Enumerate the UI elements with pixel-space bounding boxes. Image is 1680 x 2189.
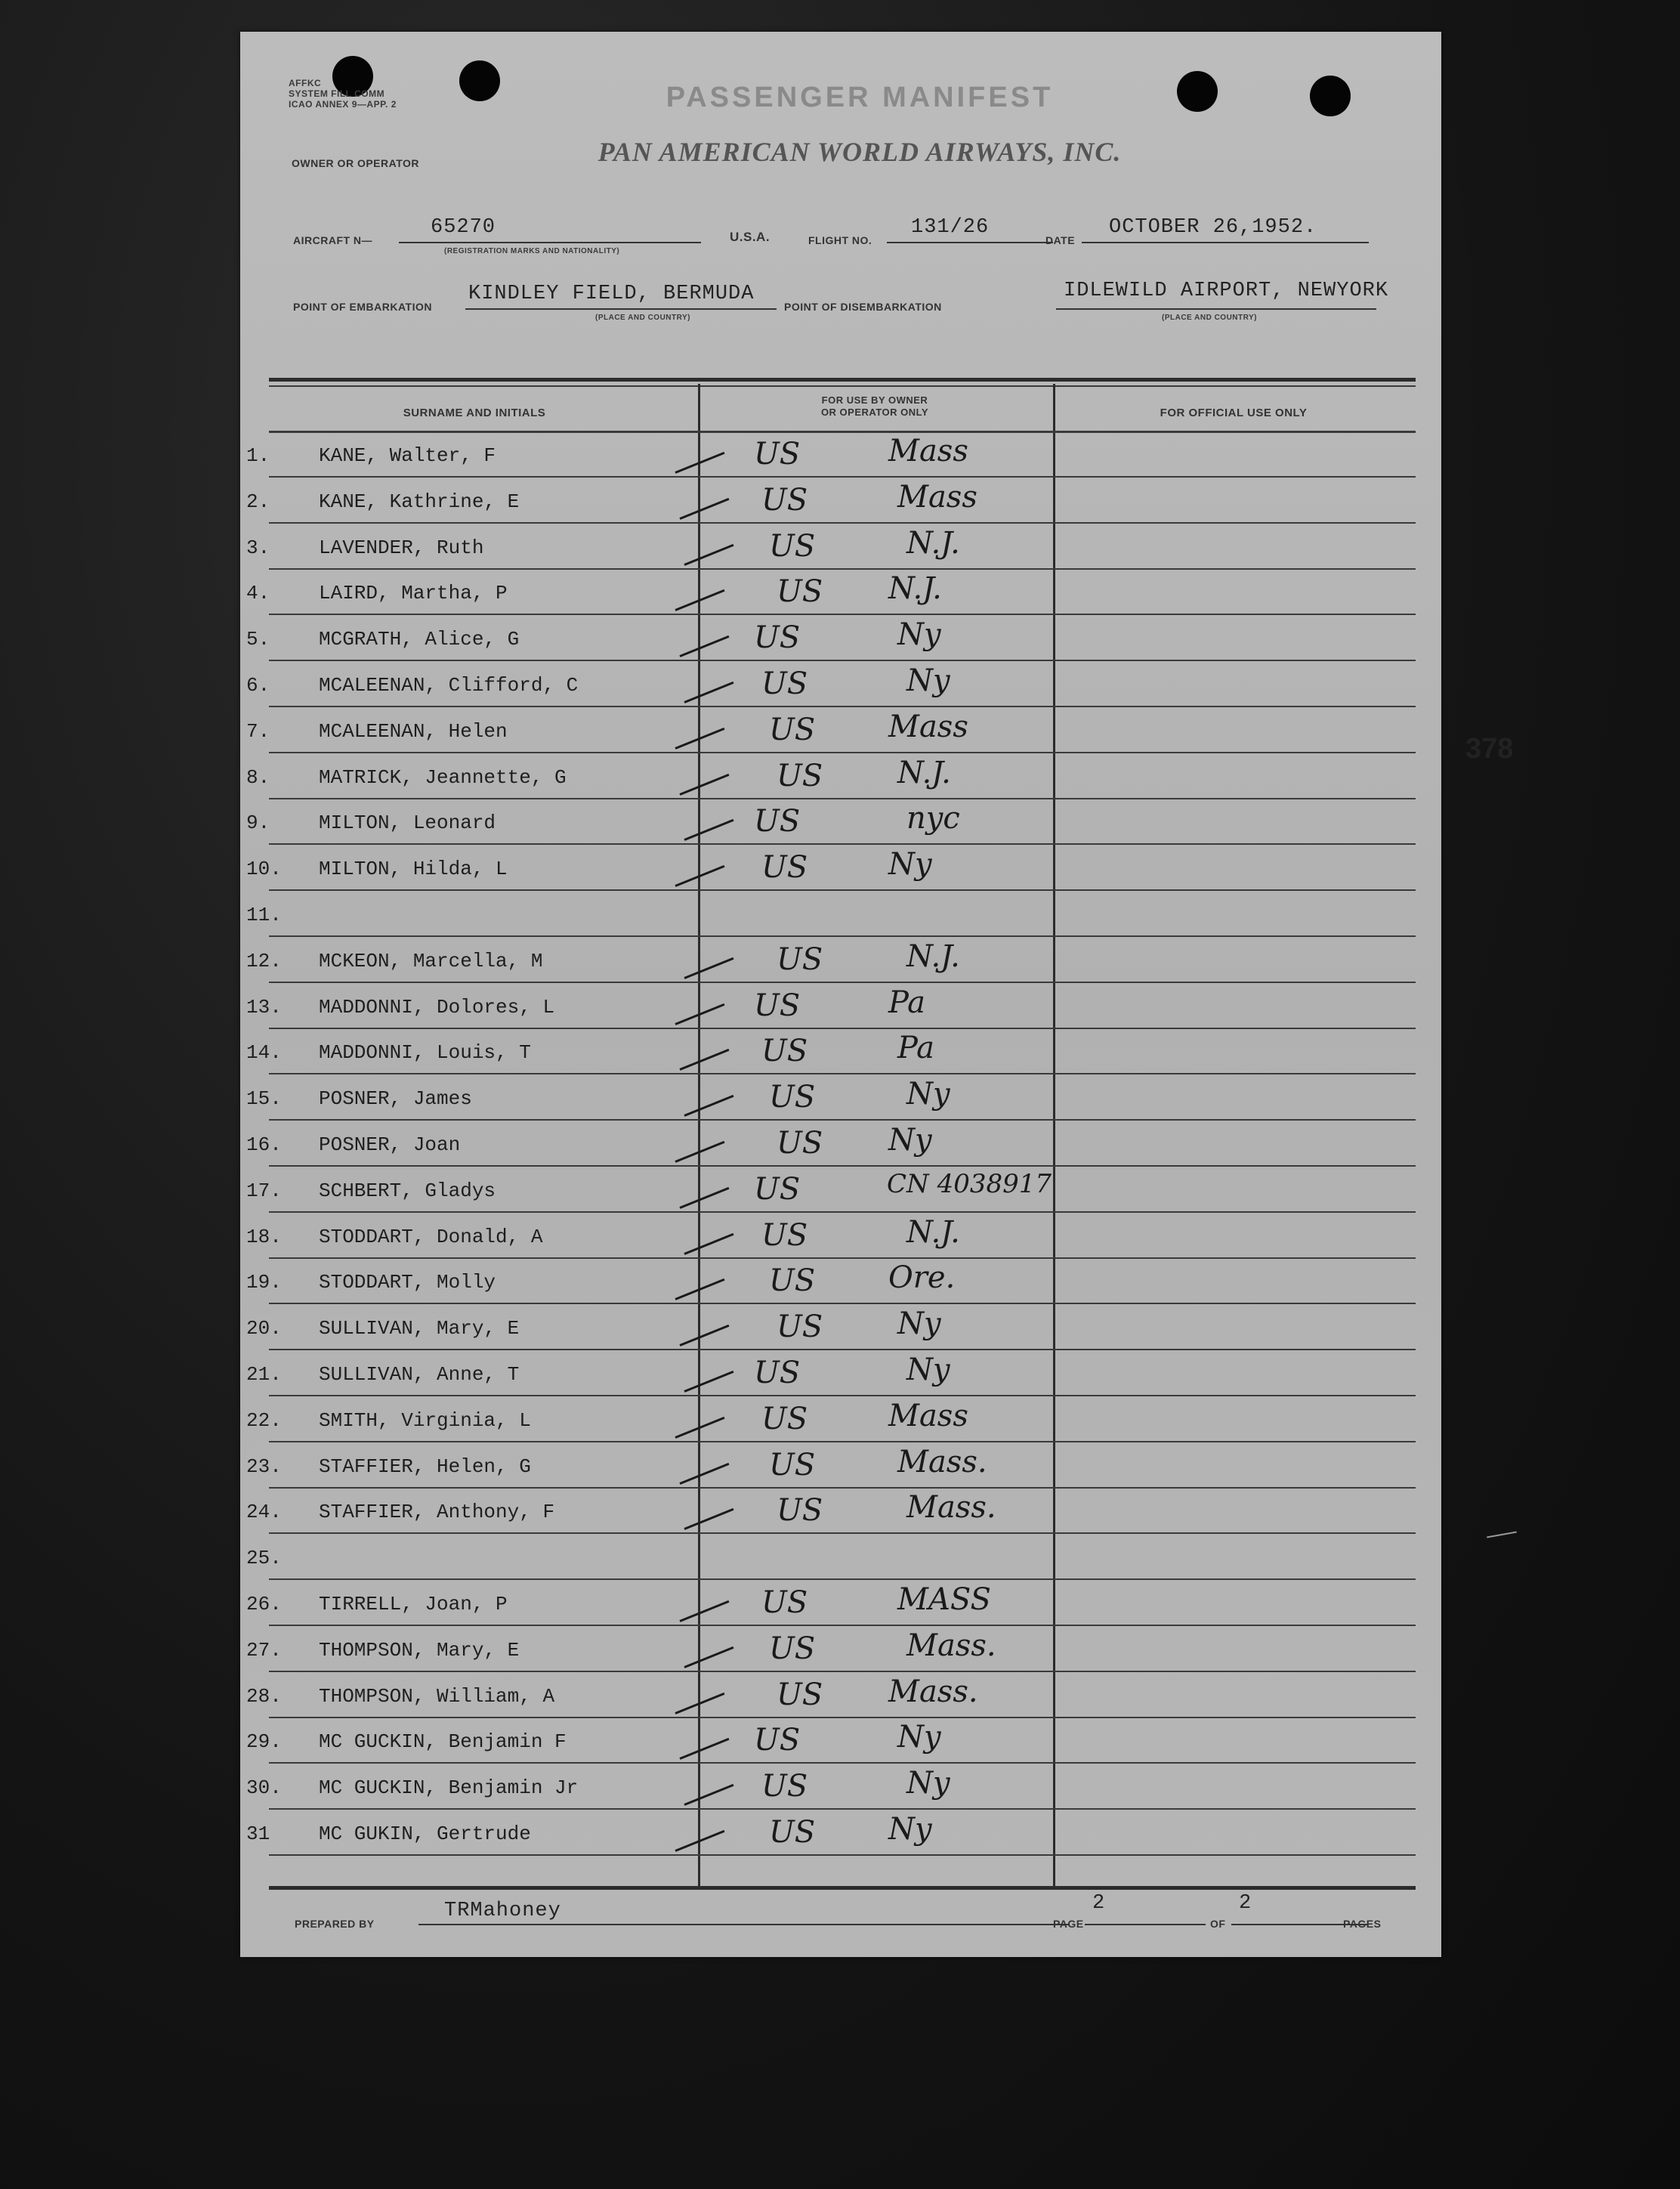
prepared-label: PREPARED BY bbox=[295, 1918, 375, 1930]
nationality: US bbox=[761, 850, 808, 885]
table-bottom-rule bbox=[269, 1886, 1416, 1890]
row-rule bbox=[269, 1028, 1416, 1029]
nationality: US bbox=[777, 1309, 823, 1344]
passenger-name: MCALEENAN, Clifford, C bbox=[319, 674, 579, 697]
check-mark bbox=[684, 957, 733, 979]
row-rule bbox=[269, 1349, 1416, 1350]
underline bbox=[399, 242, 701, 243]
of-label: OF bbox=[1210, 1918, 1226, 1930]
nationality: US bbox=[777, 1126, 823, 1161]
underline bbox=[1082, 242, 1369, 243]
row-number: 11. bbox=[246, 904, 282, 926]
check-mark bbox=[684, 1784, 733, 1806]
residence-state: Ny bbox=[897, 1306, 941, 1341]
aircraft-label: AIRCRAFT N— bbox=[293, 234, 373, 246]
row-rule bbox=[269, 889, 1416, 891]
residence-state: N.J. bbox=[906, 1215, 960, 1250]
passenger-name: MCKEON, Marcella, M bbox=[319, 950, 543, 972]
residence-state: Ny bbox=[906, 1353, 950, 1387]
row-number: 17. bbox=[246, 1180, 282, 1202]
check-mark bbox=[679, 635, 729, 657]
passenger-name: MC GUCKIN, Benjamin Jr bbox=[319, 1776, 579, 1799]
row-number: 28. bbox=[246, 1685, 282, 1708]
of-value: 2 bbox=[1239, 1892, 1252, 1915]
row-number: 15. bbox=[246, 1087, 282, 1110]
passenger-name: MCALEENAN, Helen bbox=[319, 720, 508, 743]
residence-state: Ny bbox=[906, 1766, 950, 1801]
column-header-operator: OR OPERATOR ONLY bbox=[820, 407, 929, 418]
nationality: US bbox=[777, 1493, 823, 1528]
nationality: US bbox=[769, 1631, 816, 1666]
flight-value: 131/26 bbox=[911, 216, 990, 239]
passenger-name: STODDART, Donald, A bbox=[319, 1226, 543, 1248]
passenger-name: SCHBERT, Gladys bbox=[319, 1180, 496, 1202]
nationality: US bbox=[754, 437, 801, 472]
row-number: 8. bbox=[246, 766, 270, 789]
residence-state: N.J. bbox=[888, 571, 942, 606]
passenger-name: SULLIVAN, Anne, T bbox=[319, 1363, 520, 1386]
passenger-name: TIRRELL, Joan, P bbox=[319, 1593, 508, 1615]
passenger-name: STAFFIER, Helen, G bbox=[319, 1455, 531, 1478]
underline bbox=[1056, 308, 1376, 310]
nationality: US bbox=[754, 1356, 801, 1390]
row-rule bbox=[269, 935, 1416, 937]
row-rule bbox=[269, 1532, 1416, 1534]
passenger-name: POSNER, James bbox=[319, 1087, 472, 1110]
flight-label: FLIGHT NO. bbox=[808, 234, 872, 246]
check-mark bbox=[684, 819, 733, 841]
disembark-label: POINT OF DISEMBARKATION bbox=[784, 301, 942, 313]
passenger-name: MADDONNI, Louis, T bbox=[319, 1041, 531, 1064]
corner-code: SYSTEM FILL COMM bbox=[289, 88, 385, 99]
column-header-name: SURNAME AND INITIALS bbox=[403, 407, 546, 419]
row-rule bbox=[269, 982, 1416, 983]
check-mark bbox=[684, 1371, 733, 1393]
row-number: 13. bbox=[246, 996, 282, 1019]
nationality: US bbox=[761, 1402, 808, 1436]
nationality: US bbox=[777, 942, 823, 977]
passenger-name: MILTON, Hilda, L bbox=[319, 858, 508, 880]
check-mark bbox=[679, 1325, 729, 1346]
residence-state: Mass. bbox=[897, 1445, 987, 1479]
nationality: US bbox=[769, 1448, 816, 1483]
residence-state: Ny bbox=[897, 617, 941, 652]
header-rule bbox=[269, 431, 1416, 433]
row-number: 6. bbox=[246, 674, 270, 697]
passenger-name: MATRICK, Jeannette, G bbox=[319, 766, 567, 789]
residence-state: N.J. bbox=[906, 526, 960, 561]
nationality: US bbox=[777, 574, 823, 609]
underline bbox=[887, 242, 1053, 243]
row-rule bbox=[269, 1211, 1416, 1213]
nationality: US bbox=[769, 1080, 816, 1115]
row-number: 26. bbox=[246, 1593, 282, 1615]
passenger-name: MADDONNI, Dolores, L bbox=[319, 996, 555, 1019]
row-number: 7. bbox=[246, 720, 270, 743]
row-rule bbox=[269, 1808, 1416, 1810]
passenger-name: MILTON, Leonard bbox=[319, 812, 496, 834]
nationality: US bbox=[761, 483, 808, 518]
embark-note: (PLACE AND COUNTRY) bbox=[595, 314, 690, 322]
nationality: US bbox=[769, 713, 816, 747]
owner-label: OWNER OR OPERATOR bbox=[292, 157, 419, 169]
row-rule bbox=[269, 1578, 1416, 1580]
row-number: 5. bbox=[246, 628, 270, 651]
check-mark bbox=[684, 1508, 733, 1530]
row-rule bbox=[269, 1303, 1416, 1304]
page-label: PAGE bbox=[1053, 1918, 1084, 1930]
row-rule bbox=[269, 1671, 1416, 1672]
row-rule bbox=[269, 752, 1416, 753]
nationality: US bbox=[769, 1263, 816, 1298]
table-top-rule bbox=[269, 378, 1416, 382]
row-number: 31 bbox=[246, 1823, 270, 1845]
disembark-note: (PLACE AND COUNTRY) bbox=[1162, 314, 1257, 322]
check-mark bbox=[679, 1738, 729, 1760]
punch-hole bbox=[1310, 76, 1351, 116]
check-mark bbox=[679, 1600, 729, 1622]
nationality: US bbox=[754, 804, 801, 839]
column-divider bbox=[1053, 384, 1055, 1888]
nationality: US bbox=[761, 1769, 808, 1804]
residence-state: nyc bbox=[906, 801, 960, 836]
embark-label: POINT OF EMBARKATION bbox=[293, 301, 432, 313]
pages-label: PAGES bbox=[1343, 1918, 1382, 1930]
residence-state: Pa bbox=[888, 985, 925, 1020]
row-rule bbox=[269, 568, 1416, 570]
passenger-name: KANE, Walter, F bbox=[319, 444, 496, 467]
passenger-name: SMITH, Virginia, L bbox=[319, 1409, 531, 1432]
passenger-name: STAFFIER, Anthony, F bbox=[319, 1501, 555, 1523]
residence-state: Mass bbox=[897, 480, 977, 515]
date-label: DATE bbox=[1045, 234, 1076, 246]
corner-code: ICAO ANNEX 9—APP. 2 bbox=[289, 99, 397, 110]
date-value: OCTOBER 26,1952. bbox=[1109, 216, 1317, 239]
nationality: US bbox=[769, 529, 816, 564]
row-rule bbox=[269, 1165, 1416, 1167]
residence-state: N.J. bbox=[906, 939, 960, 974]
row-rule bbox=[269, 1762, 1416, 1764]
residence-state: Pa bbox=[897, 1031, 934, 1065]
aircraft-value: 65270 bbox=[431, 216, 496, 239]
row-number: 14. bbox=[246, 1041, 282, 1064]
column-header-operator: FOR USE BY OWNER bbox=[821, 394, 928, 406]
check-mark bbox=[684, 544, 733, 566]
row-number: 25. bbox=[246, 1547, 282, 1569]
row-rule bbox=[269, 614, 1416, 615]
underline bbox=[465, 308, 777, 310]
nationality: US bbox=[761, 1034, 808, 1068]
passenger-name: STODDART, Molly bbox=[319, 1271, 496, 1294]
residence-state: Mass bbox=[888, 710, 968, 744]
residence-state: Mass. bbox=[906, 1628, 996, 1663]
residence-state: Mass. bbox=[906, 1490, 996, 1525]
nationality: US bbox=[754, 1723, 801, 1758]
row-number: 1. bbox=[246, 444, 270, 467]
passenger-name: MC GUKIN, Gertrude bbox=[319, 1823, 531, 1845]
row-rule bbox=[269, 1119, 1416, 1121]
check-mark bbox=[684, 682, 733, 703]
residence-state: Ny bbox=[888, 1123, 932, 1158]
row-number: 22. bbox=[246, 1409, 282, 1432]
check-mark bbox=[684, 1233, 733, 1255]
row-rule bbox=[269, 1487, 1416, 1489]
row-number: 4. bbox=[246, 582, 270, 604]
row-number: 30. bbox=[246, 1776, 282, 1799]
prepared-value: TRMahoney bbox=[444, 1900, 561, 1922]
row-number: 9. bbox=[246, 812, 270, 834]
nationality: US bbox=[777, 1677, 823, 1712]
column-header-official: FOR OFFICIAL USE ONLY bbox=[1160, 407, 1308, 419]
row-number: 16. bbox=[246, 1133, 282, 1156]
nationality: US bbox=[769, 1815, 816, 1850]
passenger-name: LAVENDER, Ruth bbox=[319, 536, 484, 559]
aircraft-note: (REGISTRATION MARKS AND NATIONALITY) bbox=[444, 247, 620, 255]
row-rule bbox=[269, 1854, 1416, 1856]
passenger-name: LAIRD, Martha, P bbox=[319, 582, 508, 604]
row-rule bbox=[269, 1073, 1416, 1074]
residence-state: Ny bbox=[906, 1077, 950, 1112]
residence-state: Ore. bbox=[888, 1260, 956, 1295]
residence-state: Mass. bbox=[888, 1674, 978, 1709]
nationality: US bbox=[777, 759, 823, 793]
residence-state: Mass bbox=[888, 1399, 968, 1433]
residence-state: MASS bbox=[897, 1582, 991, 1617]
passenger-name: POSNER, Joan bbox=[319, 1133, 461, 1156]
row-rule bbox=[269, 1625, 1416, 1626]
row-rule bbox=[269, 522, 1416, 524]
row-rule bbox=[269, 1717, 1416, 1718]
row-number: 20. bbox=[246, 1317, 282, 1340]
row-number: 19. bbox=[246, 1271, 282, 1294]
row-rule bbox=[269, 660, 1416, 661]
residence-state: Ny bbox=[906, 663, 950, 698]
row-number: 12. bbox=[246, 950, 282, 972]
check-mark bbox=[679, 1187, 729, 1209]
row-number: 27. bbox=[246, 1639, 282, 1662]
residence-state: CN 4038917 bbox=[887, 1169, 1052, 1199]
row-rule bbox=[269, 1257, 1416, 1259]
disembark-value: IDLEWILD AIRPORT, NEWYORK bbox=[1064, 280, 1389, 302]
passenger-name: MC GUCKIN, Benjamin F bbox=[319, 1730, 567, 1753]
passenger-name: SULLIVAN, Mary, E bbox=[319, 1317, 520, 1340]
corner-code: AFFKC bbox=[289, 78, 322, 88]
row-rule bbox=[269, 1441, 1416, 1442]
residence-state: Ny bbox=[888, 847, 932, 882]
residence-state: N.J. bbox=[897, 756, 951, 790]
row-rule bbox=[269, 476, 1416, 478]
check-mark bbox=[679, 1463, 729, 1485]
row-number: 21. bbox=[246, 1363, 282, 1386]
punch-hole bbox=[1177, 71, 1218, 112]
official-stamp: 378 bbox=[1465, 733, 1514, 765]
nationality: US bbox=[754, 1172, 801, 1207]
nationality: US bbox=[761, 1585, 808, 1620]
page-value: 2 bbox=[1092, 1892, 1106, 1915]
row-rule bbox=[269, 1395, 1416, 1396]
passenger-name: THOMPSON, Mary, E bbox=[319, 1639, 520, 1662]
airline-name: PAN AMERICAN WORLD AIRWAYS, INC. bbox=[598, 137, 1122, 167]
nationality: US bbox=[761, 666, 808, 701]
row-number: 2. bbox=[246, 490, 270, 513]
check-mark bbox=[679, 498, 729, 520]
form-title: PASSENGER MANIFEST bbox=[666, 82, 1054, 113]
residence-state: Mass bbox=[888, 434, 968, 468]
row-number: 24. bbox=[246, 1501, 282, 1523]
check-mark bbox=[679, 1049, 729, 1071]
row-number: 3. bbox=[246, 536, 270, 559]
manifest-page bbox=[240, 32, 1514, 1957]
passenger-name: KANE, Kathrine, E bbox=[319, 490, 520, 513]
row-number: 23. bbox=[246, 1455, 282, 1478]
residence-state: Ny bbox=[897, 1720, 941, 1755]
residence-state: Ny bbox=[888, 1812, 932, 1847]
nationality: US bbox=[754, 620, 801, 655]
row-number: 10. bbox=[246, 858, 282, 880]
check-mark bbox=[684, 1095, 733, 1117]
embark-value: KINDLEY FIELD, BERMUDA bbox=[468, 283, 755, 305]
usa-label: U.S.A. bbox=[730, 230, 771, 244]
table-top-rule bbox=[269, 385, 1416, 387]
punch-hole bbox=[459, 60, 500, 101]
row-number: 18. bbox=[246, 1226, 282, 1248]
row-number: 29. bbox=[246, 1730, 282, 1753]
check-mark bbox=[684, 1646, 733, 1668]
row-rule bbox=[269, 706, 1416, 707]
underline bbox=[1085, 1924, 1206, 1925]
passenger-name: MCGRATH, Alice, G bbox=[319, 628, 520, 651]
check-mark bbox=[679, 774, 729, 796]
row-rule bbox=[269, 843, 1416, 845]
nationality: US bbox=[754, 988, 801, 1023]
passenger-name: THOMPSON, William, A bbox=[319, 1685, 555, 1708]
row-rule bbox=[269, 798, 1416, 799]
nationality: US bbox=[761, 1218, 808, 1253]
underline bbox=[418, 1924, 1070, 1925]
